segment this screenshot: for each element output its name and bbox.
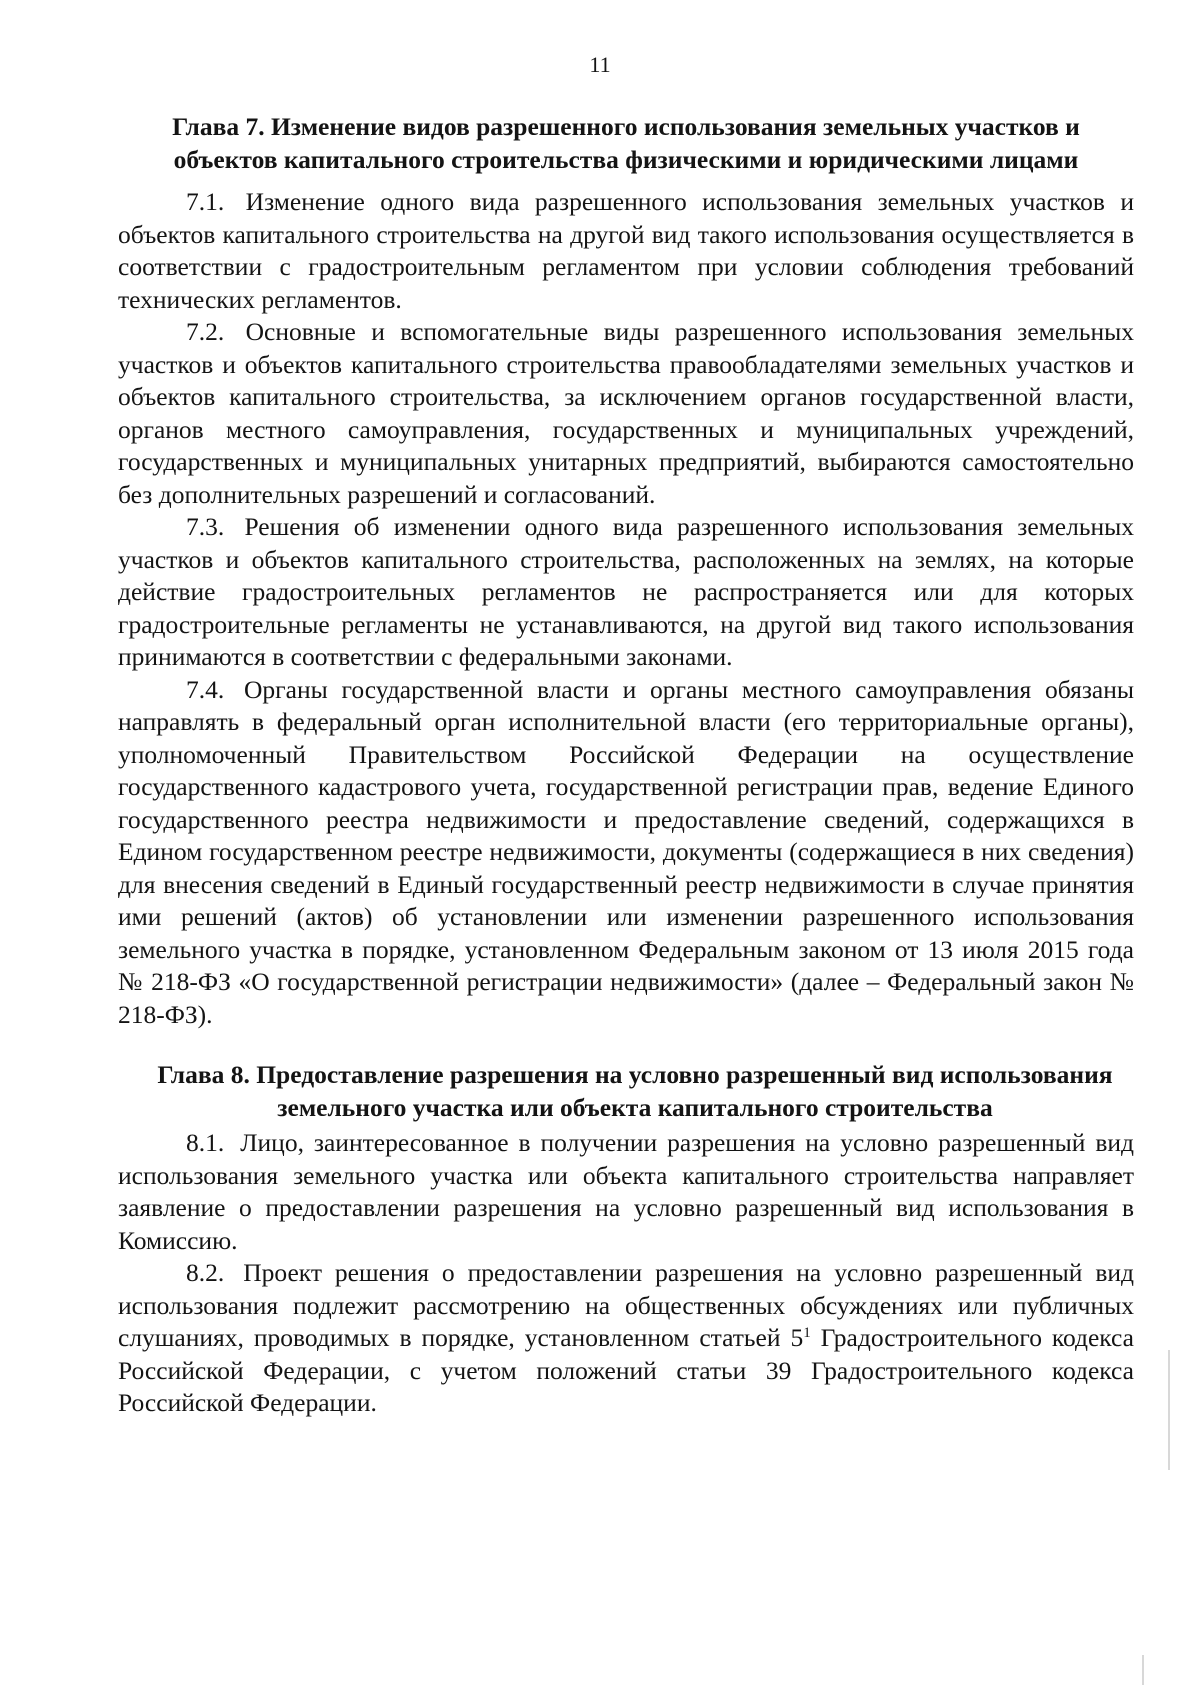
paragraph-text: Решения об изменении одного вида разрешенного использования земельных участков и объектов капитального строительства, расположенных на землях, на которые действие градостроительных регламентов не распространяется или для которых градостроительные регламенты не устанавливаются, на другой вид такого использования принимаются в соответствии с федеральными законами.	[118, 512, 1134, 671]
superscript: 1	[803, 1325, 811, 1341]
paragraph-number: 8.2.	[186, 1258, 225, 1287]
paragraph-8-2	[118, 1257, 1134, 1420]
paragraph-number: 7.2.	[186, 317, 225, 346]
paragraph-text: Лицо, заинтересованное в получении разрешения на условно разрешенный вид использования земельного участка или объекта капитального строительства направляет заявление о предоставлении разрешения на условно разрешенный вид использования в Комиссию.	[118, 1128, 1135, 1255]
paragraph-7-3	[118, 511, 1134, 674]
paragraph-text: Органы государственной власти и органы местного самоуправления обязаны направлять в федеральный орган исполнительной власти (его территориальные органы), уполномоченный Правительством Российской Федерации на осуществление государственного кадастрового учета, государственной регистрации прав, ведение Единого государственного реестра недвижимости и предоставление сведений, содержащихся в Едином государственном реестре недвижимости, документы (содержащиеся в них сведения) для внесения сведений в Единый государственный реестр недвижимости в случае принятия ими решений (актов) об установлении или изменении разрешенного использования земельного участка в порядке, установленном Федеральным законом от 13 июля 2015 года № 218-ФЗ «О государственной регистрации недвижимости» (далее – Федеральный закон № 218-ФЗ).	[118, 674, 1134, 1029]
paragraph-number: 7.4.	[186, 674, 225, 704]
page-number: 11	[589, 52, 611, 77]
paragraph-number: 7.3.	[186, 512, 225, 541]
paragraph-7-1	[118, 186, 1134, 316]
scan-edge-mark	[1168, 1350, 1170, 1470]
paragraph-text: Проект решения о предоставлении разрешения на условно разрешенный вид использования подлежит рассмотрению на общественных обсуждениях или публичных слушаниях, проводимых в порядке, установленном статьей 5	[118, 1258, 1135, 1352]
chapter-8-heading: Глава 8. Предоставление разрешения на условно разрешенный вид использования земельного участка или объекта капитального строительства	[157, 1060, 1113, 1122]
paragraph-text: Основные и вспомогательные виды разрешенного использования земельных участков и объектов капитального строительства правообладателями земельных участков и объектов капитального строительства, за исключением органов государственной власти, органов местного самоуправления, государственных и муниципальных учреждений, государственных и муниципальных унитарных предприятий, выбираются самостоятельно без дополнительных разрешений и согласований.	[118, 317, 1134, 509]
paragraph-7-2	[118, 316, 1134, 511]
paragraph-text-continued: Градостроительного кодекса Российской Федерации, с учетом положений статьи 39 Градостроительного кодекса Российской Федерации.	[118, 1323, 1134, 1417]
scan-edge-mark	[1142, 1655, 1144, 1685]
paragraph-number: 8.1.	[186, 1128, 225, 1157]
chapter-7-heading: Глава 7. Изменение видов разрешенного использования земельных участков и объектов капитального строительства физическими и юридическими лицами	[172, 112, 1080, 174]
paragraph-number: 7.1.	[186, 187, 225, 216]
paragraph-text: Изменение одного вида разрешенного использования земельных участков и объектов капитального строительства на другой вид такого использования осуществляется в соответствии с градостроительным регламентом при условии соблюдения требований технических регламентов.	[118, 187, 1135, 314]
paragraph-7-4	[118, 674, 1134, 1032]
page-content	[118, 110, 1134, 1420]
paragraph-8-1	[118, 1127, 1134, 1257]
